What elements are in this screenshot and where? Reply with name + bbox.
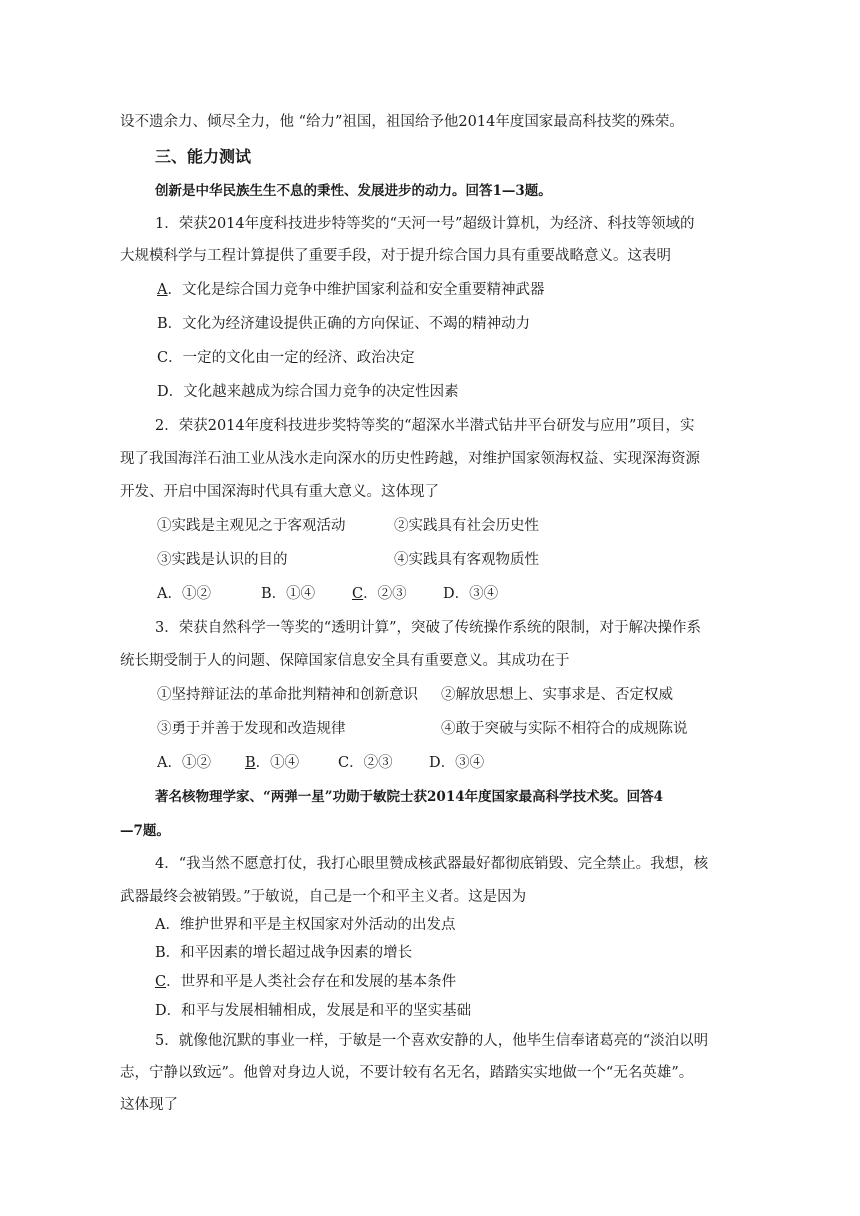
q3-choice-c: C．②③ [338,755,393,771]
q5-stem-line2: 志，宁静以致远”。他曾对身边人说，不要计较有名无名，踏踏实实地做一个“无名英雄”。 [120,1065,694,1081]
group1-intro: 创新是中华民族生生不息的秉性、发展进步的动力。回答1—3题。 [155,183,552,199]
q2-item1: ①实践是主观见之于客观活动 [157,518,346,534]
q1-option-a [157,280,544,300]
q3-item4: ④敢于突破与实际不相符合的成规陈说 [441,721,688,737]
q2-stem-line2: 现了我国海洋石油工业从浅水走向深水的历史性跨越，对维护国家领海权益、实现深海资源 [120,451,700,467]
q3-choice-b [245,753,299,773]
q3-item2: ②解放思想上、实事求是、否定权威 [441,687,673,703]
q4-stem-line2: 武器最终会被销毁。”于敏说，自己是一个和平主义者。这是因为 [120,889,527,905]
q2-stem-line1: 2．荣获2014年度科技进步奖特等奖的“超深水半潜式钻井平台研发与应用”项目，实 [155,418,695,434]
q4-option-c-letter: C [155,974,167,990]
q3-choice-b-letter: B [245,755,256,771]
q2-item2: ②实践具有社会历史性 [394,518,539,534]
q1-stem-line1: 1．荣获2014年度科技进步特等奖的“天河一号”超级计算机，为经济、科技等领域的 [155,216,695,232]
q1-stem-line2: 大规模科学与工程计算提供了重要手段，对于提升综合国力具有重要战略意义。这表明 [120,248,671,264]
q3-item1: ①坚持辩证法的革命批判精神和创新意识 [157,687,418,703]
q3-stem-line1: 3．荣获自然科学一等奖的“透明计算”，突破了传统操作系统的限制，对于解决操作系 [155,620,702,636]
q5-stem-line1: 5．就像他沉默的事业一样，于敏是一个喜欢安静的人，他毕生信奉诸葛亮的“淡泊以明 [155,1033,709,1049]
q2-choice-c-text: ．②③ [363,586,407,602]
q3-stem-line2: 统长期受制于人的问题、保障国家信息安全具有重要意义。其成功在于 [120,653,570,669]
q2-item4: ④实践具有客观物质性 [394,552,539,568]
q1-option-b: B．文化为经济建设提供正确的方向保证、不竭的精神动力 [157,316,531,332]
q2-choice-d: D．③④ [443,586,499,602]
q4-option-b: B．和平因素的增长超过战争因素的增长 [155,945,413,961]
q2-choice-a: A．①② [157,586,211,602]
q3-choice-b-text: ．①④ [255,755,300,771]
q4-stem-line1: 4．“我当然不愿意打仗，我打心眼里赞成核武器最好都彻底销毁、完全禁止。我想，核 [155,856,709,872]
q4-option-d: D．和平与发展相辅相成，发展是和平的坚实基础 [155,1003,472,1019]
q2-item3: ③实践是认识的目的 [157,552,288,568]
group2-intro-line1: 著名核物理学家、“两弹一星”功勋于敏院士获2014年度国家最高科学技术奖。回答4 [155,789,663,805]
q2-choice-b: B．①④ [261,586,316,602]
q4-option-c [155,972,456,992]
q3-choice-d: D．③④ [429,755,485,771]
section-title: 三、能力测试 [155,147,252,166]
q3-item3: ③勇于并善于发现和改造规律 [157,721,346,737]
q1-option-d: D．文化越来越成为综合国力竞争的决定性因素 [157,384,459,400]
intro-line: 设不遗余力、倾尽全力，他 “给力”祖国，祖国给予他2014年度国家最高科技奖的殊荣。 [120,114,684,130]
q2-choice-c [352,584,407,604]
q4-option-c-text: ．世界和平是人类社会存在和发展的基本条件 [166,974,457,990]
q2-stem-line3: 开发、开启中国深海时代具有重大意义。这体现了 [120,484,439,500]
q3-choice-a: A．①② [157,755,211,771]
q4-option-a: A．维护世界和平是主权国家对外活动的出发点 [155,917,456,933]
q2-choice-c-letter: C [352,586,364,602]
group2-intro-line2: —7题。 [120,823,170,839]
q1-option-c: C．一定的文化由一定的经济、政治决定 [157,350,415,366]
q1-option-a-letter: A [157,282,168,298]
q5-stem-line3: 这体现了 [120,1097,178,1113]
q1-option-a-text: ．文化是综合国力竞争中维护国家利益和安全重要精神武器 [167,282,545,298]
